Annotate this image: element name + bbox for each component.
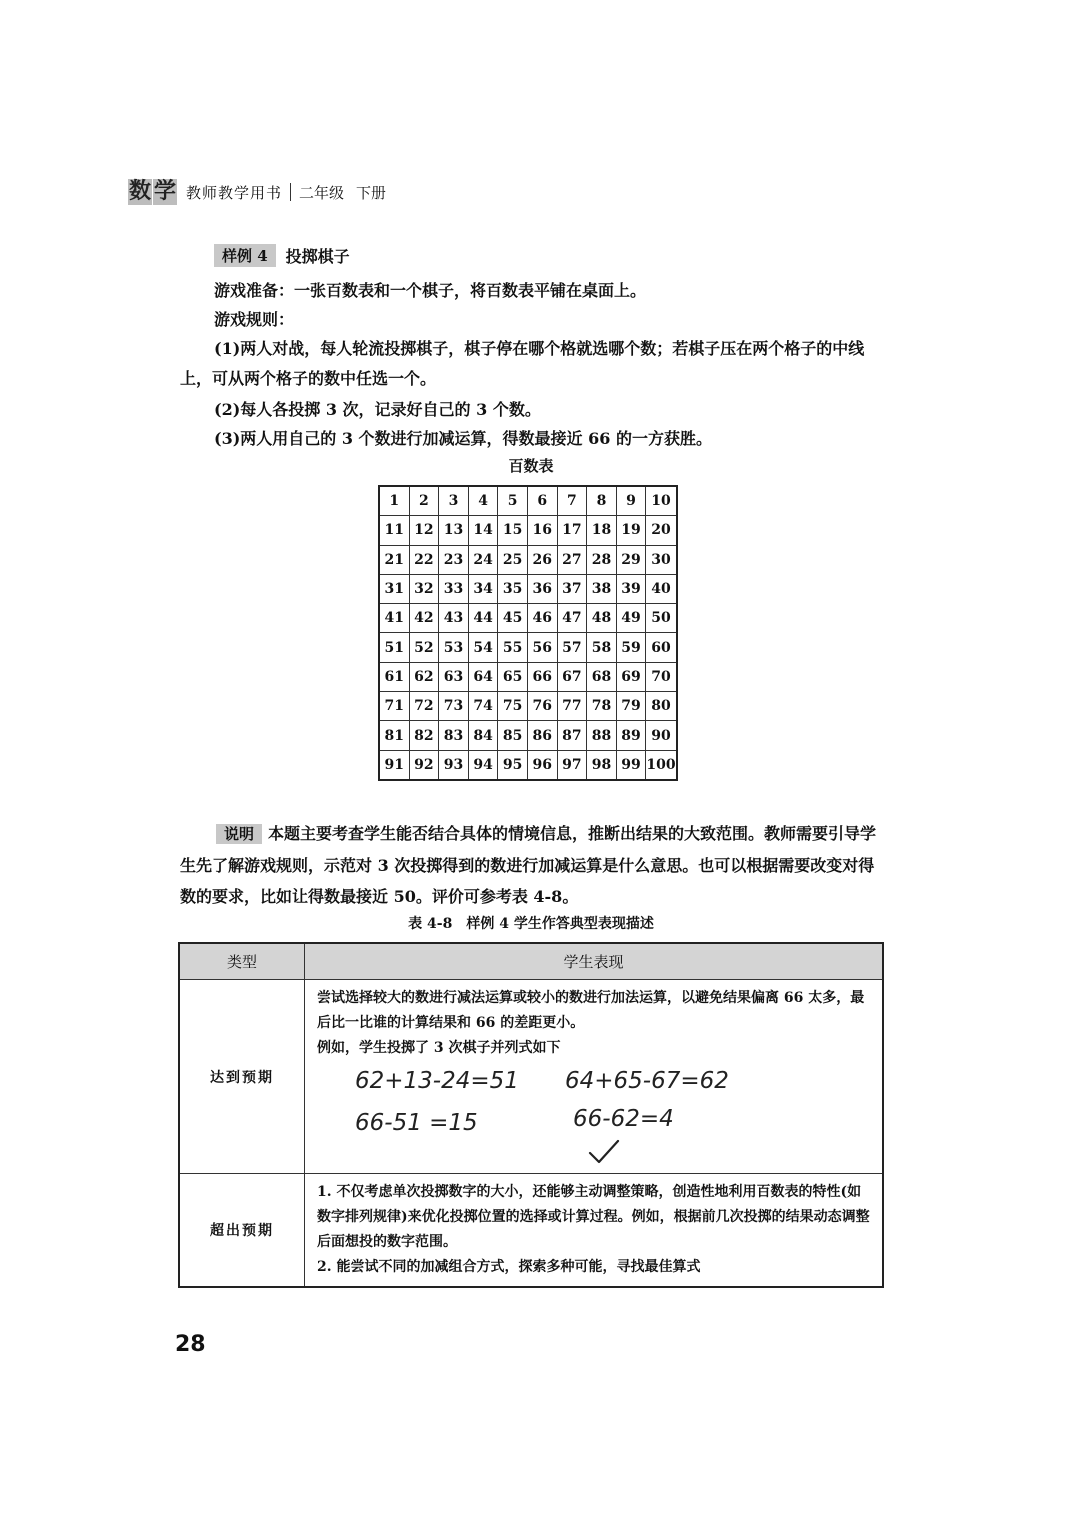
hundred-cell: 13 [439, 516, 469, 545]
sample-title: 投掷棋子 [285, 247, 350, 266]
hundred-cell: 78 [587, 692, 617, 721]
hundred-cell: 21 [379, 545, 409, 574]
hundred-cell: 48 [587, 604, 617, 633]
running-header [128, 176, 386, 208]
hundred-cell: 41 [379, 604, 409, 633]
hundred-cell: 53 [439, 633, 469, 662]
hundred-cell: 91 [379, 750, 409, 780]
handwritten-work [317, 1061, 872, 1167]
grade-label: 二年级 [299, 183, 345, 202]
hundred-cell: 68 [587, 662, 617, 691]
hundred-cell: 1 [379, 486, 409, 516]
book-name: 教师教学用书 [186, 183, 283, 202]
hundred-cell: 100 [646, 750, 677, 780]
handwritten-equation-4: 66-62=4 [573, 1106, 674, 1132]
hundred-cell: 74 [468, 692, 498, 721]
table-caption: 表 4-8 样例 4 学生作答典型表现描述 [408, 916, 654, 932]
hundred-cell: 46 [527, 604, 557, 633]
hundred-cell: 52 [409, 633, 439, 662]
hundred-cell: 36 [527, 574, 557, 603]
hundred-cell: 56 [527, 633, 557, 662]
hundred-cell: 80 [646, 692, 677, 721]
subject-char-1: 数 [128, 179, 151, 204]
table-row [379, 633, 677, 662]
exceeds-item-1: 1. 不仅考虑单次投掷数字的大小，还能够主动调整策略，创造性地利用百数表的特性(如数字排列规律)来优化投掷位置的选择或计算过程。例如，根据前几次投掷的结果动态调整后面想投的数字范围。 [317, 1184, 870, 1250]
note-text: 本题主要考查学生能否结合具体的情境信息，推断出结果的大致范围。教师需要引导学生先了解游戏规则，示范对 3 次投掷得到的数进行加减运算是什么意思。也可以根据需要改变对得数的要求，比如让得数最接近 50。评价可参考表 4-8。 [180, 824, 877, 906]
hundred-cell: 44 [468, 604, 498, 633]
hundred-cell: 23 [439, 545, 469, 574]
hundred-cell: 90 [646, 721, 677, 750]
table-row [379, 545, 677, 574]
hundred-cell: 22 [409, 545, 439, 574]
hundred-cell: 20 [646, 516, 677, 545]
table-row [379, 750, 677, 780]
page-number: 28 [175, 1332, 206, 1357]
hundred-cell: 32 [409, 574, 439, 603]
hundred-cell: 70 [646, 662, 677, 691]
hundred-cell: 8 [587, 486, 617, 516]
hundred-cell: 7 [557, 486, 587, 516]
hundred-cell: 26 [527, 545, 557, 574]
table-row [379, 516, 677, 545]
hundred-cell: 17 [557, 516, 587, 545]
hundred-cell: 82 [409, 721, 439, 750]
rule-1: (1)两人对战，每人轮流投掷棋子，棋子停在哪个格就选哪个数；若棋子压在两个格子的中线上，可从两个格子的数中任选一个。 [180, 339, 865, 388]
sample-tag: 样例 4 [214, 244, 276, 267]
hundred-cell: 38 [587, 574, 617, 603]
hundred-cell: 37 [557, 574, 587, 603]
hundred-cell: 30 [646, 545, 677, 574]
note-tag: 说明 [216, 824, 262, 844]
hundred-cell: 89 [616, 721, 646, 750]
hundred-cell: 40 [646, 574, 677, 603]
hundred-cell: 63 [439, 662, 469, 691]
hundred-cell: 42 [409, 604, 439, 633]
table-row [379, 692, 677, 721]
table-row [379, 486, 677, 516]
hundred-table-title: 百数表 [508, 457, 554, 475]
hundred-cell: 11 [379, 516, 409, 545]
hundred-cell: 96 [527, 750, 557, 780]
hundred-cell: 88 [587, 721, 617, 750]
hundred-cell: 57 [557, 633, 587, 662]
hundred-cell: 69 [616, 662, 646, 691]
hundred-cell: 24 [468, 545, 498, 574]
table-row [179, 1174, 883, 1288]
hundred-cell: 94 [468, 750, 498, 780]
hundred-cell: 31 [379, 574, 409, 603]
hundred-cell: 14 [468, 516, 498, 545]
hundred-cell: 85 [498, 721, 528, 750]
hundred-cell: 76 [527, 692, 557, 721]
hundred-cell: 92 [409, 750, 439, 780]
hundred-cell: 86 [527, 721, 557, 750]
hundred-table [378, 485, 678, 781]
volume-label: 下册 [356, 183, 387, 202]
hundred-cell: 3 [439, 486, 469, 516]
hundred-cell: 39 [616, 574, 646, 603]
rules-heading: 游戏规则： [214, 310, 295, 329]
hundred-cell: 64 [468, 662, 498, 691]
hundred-cell: 95 [498, 750, 528, 780]
hundred-cell: 81 [379, 721, 409, 750]
hundred-cell: 49 [616, 604, 646, 633]
table-row [379, 604, 677, 633]
table-header-row [179, 943, 883, 980]
hundred-cell: 97 [557, 750, 587, 780]
col-header-performance: 学生表现 [305, 943, 884, 980]
evaluation-table [178, 942, 884, 1288]
hundred-cell: 5 [498, 486, 528, 516]
hundred-cell: 79 [616, 692, 646, 721]
hundred-cell: 58 [587, 633, 617, 662]
hundred-cell: 28 [587, 545, 617, 574]
hundred-cell: 27 [557, 545, 587, 574]
hundred-cell: 10 [646, 486, 677, 516]
hundred-cell: 83 [439, 721, 469, 750]
hundred-cell: 54 [468, 633, 498, 662]
hundred-cell: 98 [587, 750, 617, 780]
performance-exceeds-expectation [305, 1174, 884, 1288]
hundred-cell: 29 [616, 545, 646, 574]
table-row [379, 662, 677, 691]
handwritten-equation-1: 62+13-24=51 [355, 1068, 519, 1094]
hundred-cell: 45 [498, 604, 528, 633]
hundred-cell: 87 [557, 721, 587, 750]
hundred-cell: 33 [439, 574, 469, 603]
table-row [379, 574, 677, 603]
meets-example-intro: 例如，学生投掷了 3 次棋子并列式如下 [317, 1040, 561, 1056]
meets-description: 尝试选择较大的数进行减法运算或较小的数进行加法运算，以避免结果偏离 66 太多，最后比一比谁的计算结果和 66 的差距更小。 [317, 990, 865, 1031]
hundred-cell: 66 [527, 662, 557, 691]
hundred-cell: 2 [409, 486, 439, 516]
handwritten-equation-3: 64+65-67=62 [565, 1068, 729, 1094]
hundred-cell: 62 [409, 662, 439, 691]
hundred-cell: 19 [616, 516, 646, 545]
exceeds-item-2: 2. 能尝试不同的加减组合方式，探索多种可能，寻找最佳算式 [317, 1259, 701, 1275]
hundred-cell: 75 [498, 692, 528, 721]
type-exceeds-expectation: 超出预期 [179, 1174, 305, 1288]
handwritten-equation-2: 66-51 =15 [355, 1110, 478, 1136]
hundred-cell: 15 [498, 516, 528, 545]
hundred-cell: 77 [557, 692, 587, 721]
hundred-cell: 60 [646, 633, 677, 662]
hundred-cell: 25 [498, 545, 528, 574]
hundred-cell: 6 [527, 486, 557, 516]
hundred-cell: 93 [439, 750, 469, 780]
hundred-cell: 71 [379, 692, 409, 721]
hundred-cell: 55 [498, 633, 528, 662]
table-row [379, 721, 677, 750]
hundred-cell: 9 [616, 486, 646, 516]
hundred-cell: 16 [527, 516, 557, 545]
hundred-cell: 61 [379, 662, 409, 691]
hundred-cell: 43 [439, 604, 469, 633]
hundred-cell: 99 [616, 750, 646, 780]
type-meets-expectation: 达到预期 [179, 980, 305, 1174]
hundred-cell: 4 [468, 486, 498, 516]
header-divider [290, 183, 291, 201]
subject-char-2: 学 [153, 179, 176, 204]
hundred-cell: 59 [616, 633, 646, 662]
hundred-cell: 72 [409, 692, 439, 721]
rule-2: (2)每人各投掷 3 次，记录好自己的 3 个数。 [214, 400, 541, 419]
hundred-cell: 67 [557, 662, 587, 691]
hundred-cell: 50 [646, 604, 677, 633]
check-mark-icon [587, 1139, 621, 1165]
game-prep: 游戏准备：一张百数表和一个棋子，将百数表平铺在桌面上。 [214, 281, 647, 300]
hundred-cell: 34 [468, 574, 498, 603]
performance-meets-expectation [305, 980, 884, 1174]
table-row [179, 980, 883, 1174]
hundred-cell: 51 [379, 633, 409, 662]
hundred-cell: 65 [498, 662, 528, 691]
hundred-cell: 12 [409, 516, 439, 545]
rule-3: (3)两人用自己的 3 个数进行加减运算，得数最接近 66 的一方获胜。 [214, 429, 712, 448]
sample-heading [214, 244, 350, 267]
hundred-cell: 84 [468, 721, 498, 750]
hundred-cell: 35 [498, 574, 528, 603]
subject-logo [128, 179, 178, 205]
hundred-cell: 47 [557, 604, 587, 633]
hundred-cell: 18 [587, 516, 617, 545]
note-paragraph [180, 818, 886, 912]
col-header-type: 类型 [179, 943, 305, 980]
hundred-cell: 73 [439, 692, 469, 721]
